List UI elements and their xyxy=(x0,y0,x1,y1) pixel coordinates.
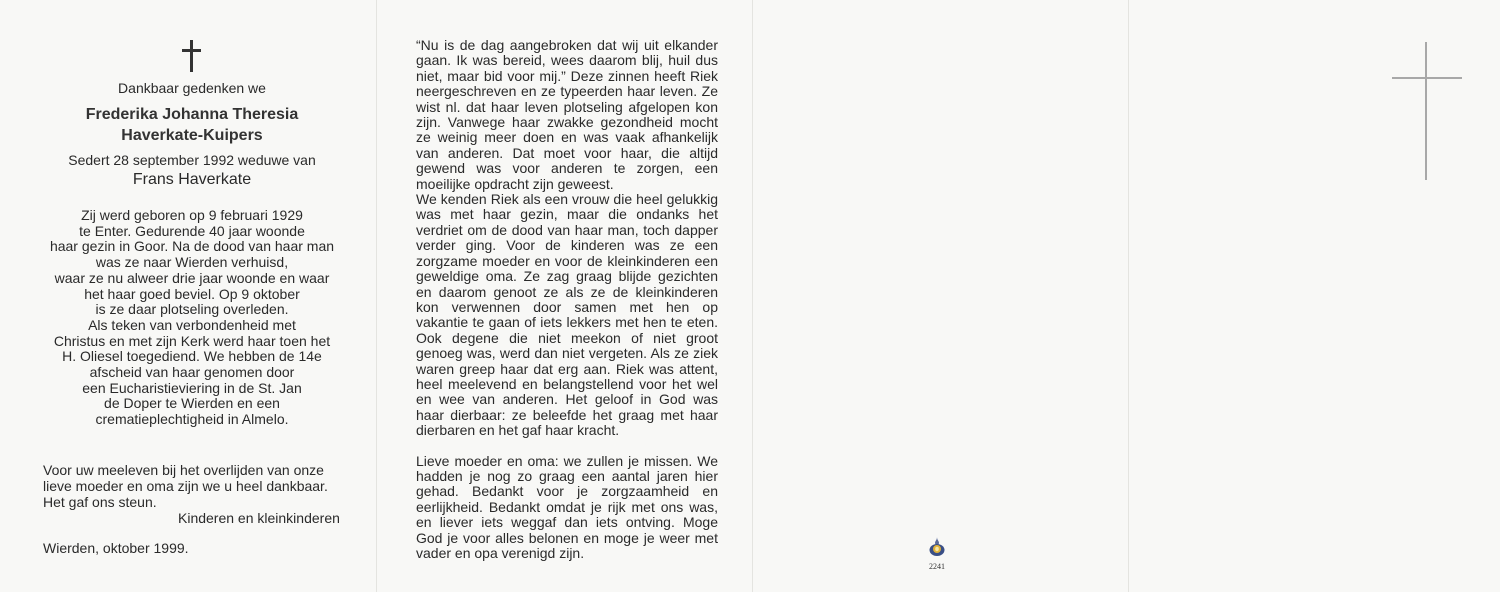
cross-icon xyxy=(181,40,203,72)
intro-text: Dankbaar gedenken we xyxy=(118,80,266,96)
bio-line: is ze daar plotseling overleden. xyxy=(95,301,289,318)
printer-code: 2241 xyxy=(929,562,945,571)
bio-line: was ze naar Wierden verhuisd, xyxy=(95,254,289,271)
bio-line: een Eucharistieviering in de St. Jan xyxy=(82,379,302,396)
bio-line: Als teken van verbondenheid met xyxy=(88,316,296,333)
signature: Kinderen en kleinkinderen xyxy=(178,510,340,526)
bio-line: te Enter. Gedurende 40 jaar woonde xyxy=(79,222,305,239)
cross-icon xyxy=(1392,42,1464,180)
bio-line: waar ze nu alweer drie jaar woonde en waar xyxy=(54,269,330,286)
husband-name: Frans Haverkate xyxy=(132,171,252,188)
bio-line: Christus en met zijn Kerk werd haar toen het xyxy=(53,332,331,349)
flame-logo-icon xyxy=(928,537,946,557)
bio-line: H. Oliesel toegediend. We hebben de 14e xyxy=(62,348,322,365)
bio-line: de Doper te Wierden en een xyxy=(104,395,280,412)
name-line: Haverkate-Kuipers xyxy=(121,127,263,144)
place-date: Wierden, oktober 1999. xyxy=(43,540,189,556)
panel-announcement xyxy=(0,0,376,592)
bio-line: haar gezin in Goor. Na de dood van haar man xyxy=(49,238,335,255)
bio-line: het haar goed beviel. Op 9 oktober xyxy=(84,285,300,302)
remembrance-text xyxy=(416,38,718,561)
panel-blank xyxy=(752,0,1128,592)
bio-line: afscheid van haar genomen door xyxy=(89,364,295,381)
remembrance-paragraph: “Nu is de dag aangebroken dat wij uit elkander gaan. Ik was bereid, wees daarom blij, huil dus niet, maar bid voor mij.” Deze zinnen heeft Riek neergeschreven en ze typeerden haar leven. Ze wist nl. dat haar leven plotseling afgelopen kon zijn. Vanwege haar zwakke gezondheid mocht ze weinig meer doen en was vaak afhankelijk van anderen. Dat moet voor haar, die altijd gewend was voor anderen te zorgen, een moeilijke opdracht zijn geweest. xyxy=(416,37,718,192)
thanks-line: lieve moeder en oma zijn we u heel dankbaar. xyxy=(43,478,328,494)
thanks-line: Het gaf ons steun. xyxy=(43,494,157,510)
deceased-name xyxy=(20,104,364,146)
remembrance-paragraph: We kenden Riek als een vrouw die heel gelukkig was met haar gezin, maar die ondanks het verdriet om de dood van haar man, toch dapper verder ging. Voor de kinderen was ze een zorgzame moeder en voor de kleinkinderen een geweldige oma. Ze zag graag blijde gezichten en daarom genoot ze als ze de kleinkinderen kon verwennen door samen met hen op vakantie te gaan of iets lekkers met hen te eten. Ook degene die niet meekon of niet groot genoeg was, werd dan niet vergeten. Als ze ziek waren greep haar dat erg aan. Riek was attent, heel meelevend en belangstellend voor het wel en wee van anderen. Het geloof in God was haar dierbaar: ze beleefde het graag met haar dierbaren en het gaf haar kracht. xyxy=(416,191,718,439)
name-line: Frederika Johanna Theresia xyxy=(85,106,299,123)
bio-line: Zij werd geboren op 9 februari 1929 xyxy=(81,207,303,223)
widow-since-text: Sedert 28 september 1992 weduwe van xyxy=(68,152,316,168)
thanks-line: Voor uw meeleven bij het overlijden van onze xyxy=(43,462,324,478)
bio-line: crematieplechtigheid in Almelo. xyxy=(95,411,289,428)
remembrance-paragraph: Lieve moeder en oma: we zullen je missen. We hadden je nog zo graag een aantal jaren hier gehad. Bedankt voor je zorgzaamheid en eerlijkheid. Bedankt omdat je rijk met ons was, en liever iets weggaf dan iets ontving. Moge God je voor alles belonen en moge je weer met vader en opa verenigd zijn. xyxy=(416,452,718,561)
biography xyxy=(20,208,364,428)
thanks-text xyxy=(43,462,353,510)
